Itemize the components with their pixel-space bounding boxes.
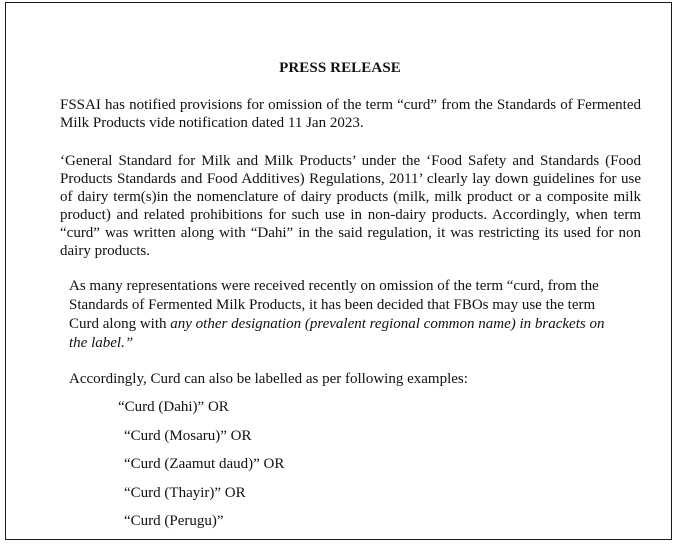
paragraph-examples-intro: Accordingly, Curd can also be labelled as per following examples: [69,371,468,387]
paragraph-representations-text: As many representations were received recently on omission of the term “curd, from the Standards of Fermented Milk Products, it has been decided that FBOs may use the term Curd along with [69,278,599,332]
paragraph-representations [69,277,624,353]
page-border [5,2,672,540]
paragraph-notification: FSSAI has notified provisions for omission of the term “curd” from the Standards of Fermented Milk Products vide notification dated 11 Jan 2023. [60,97,641,131]
example-label-perugu: “Curd (Perugu)” [124,513,224,529]
example-label-mosaru: “Curd (Mosaru)” OR [124,428,252,444]
paragraph-general-standard: ‘General Standard for Milk and Milk Products’ under the ‘Food Safety and Standards (Food Products Standards and Food Additives) Regulations, 2011’ clearly lay down guidelines for use of dairy term(s)in the nomenclature of dairy products (milk, milk product or a composite milk product) and related prohibitions for such use in non-dairy products. Accordingly, when term “curd” was written along with “Dahi” in the said regulation, it was restricting its used for non dairy products. [60,153,641,259]
example-label-dahi: “Curd (Dahi)” OR [118,399,229,415]
paragraph-representations-italic: any other designation (prevalent regional common name) in brackets on the label.” [69,316,605,351]
example-label-thayir: “Curd (Thayir)” OR [124,485,246,501]
document-title: PRESS RELEASE [279,60,401,76]
example-label-zaamut-daud: “Curd (Zaamut daud)” OR [124,456,285,472]
